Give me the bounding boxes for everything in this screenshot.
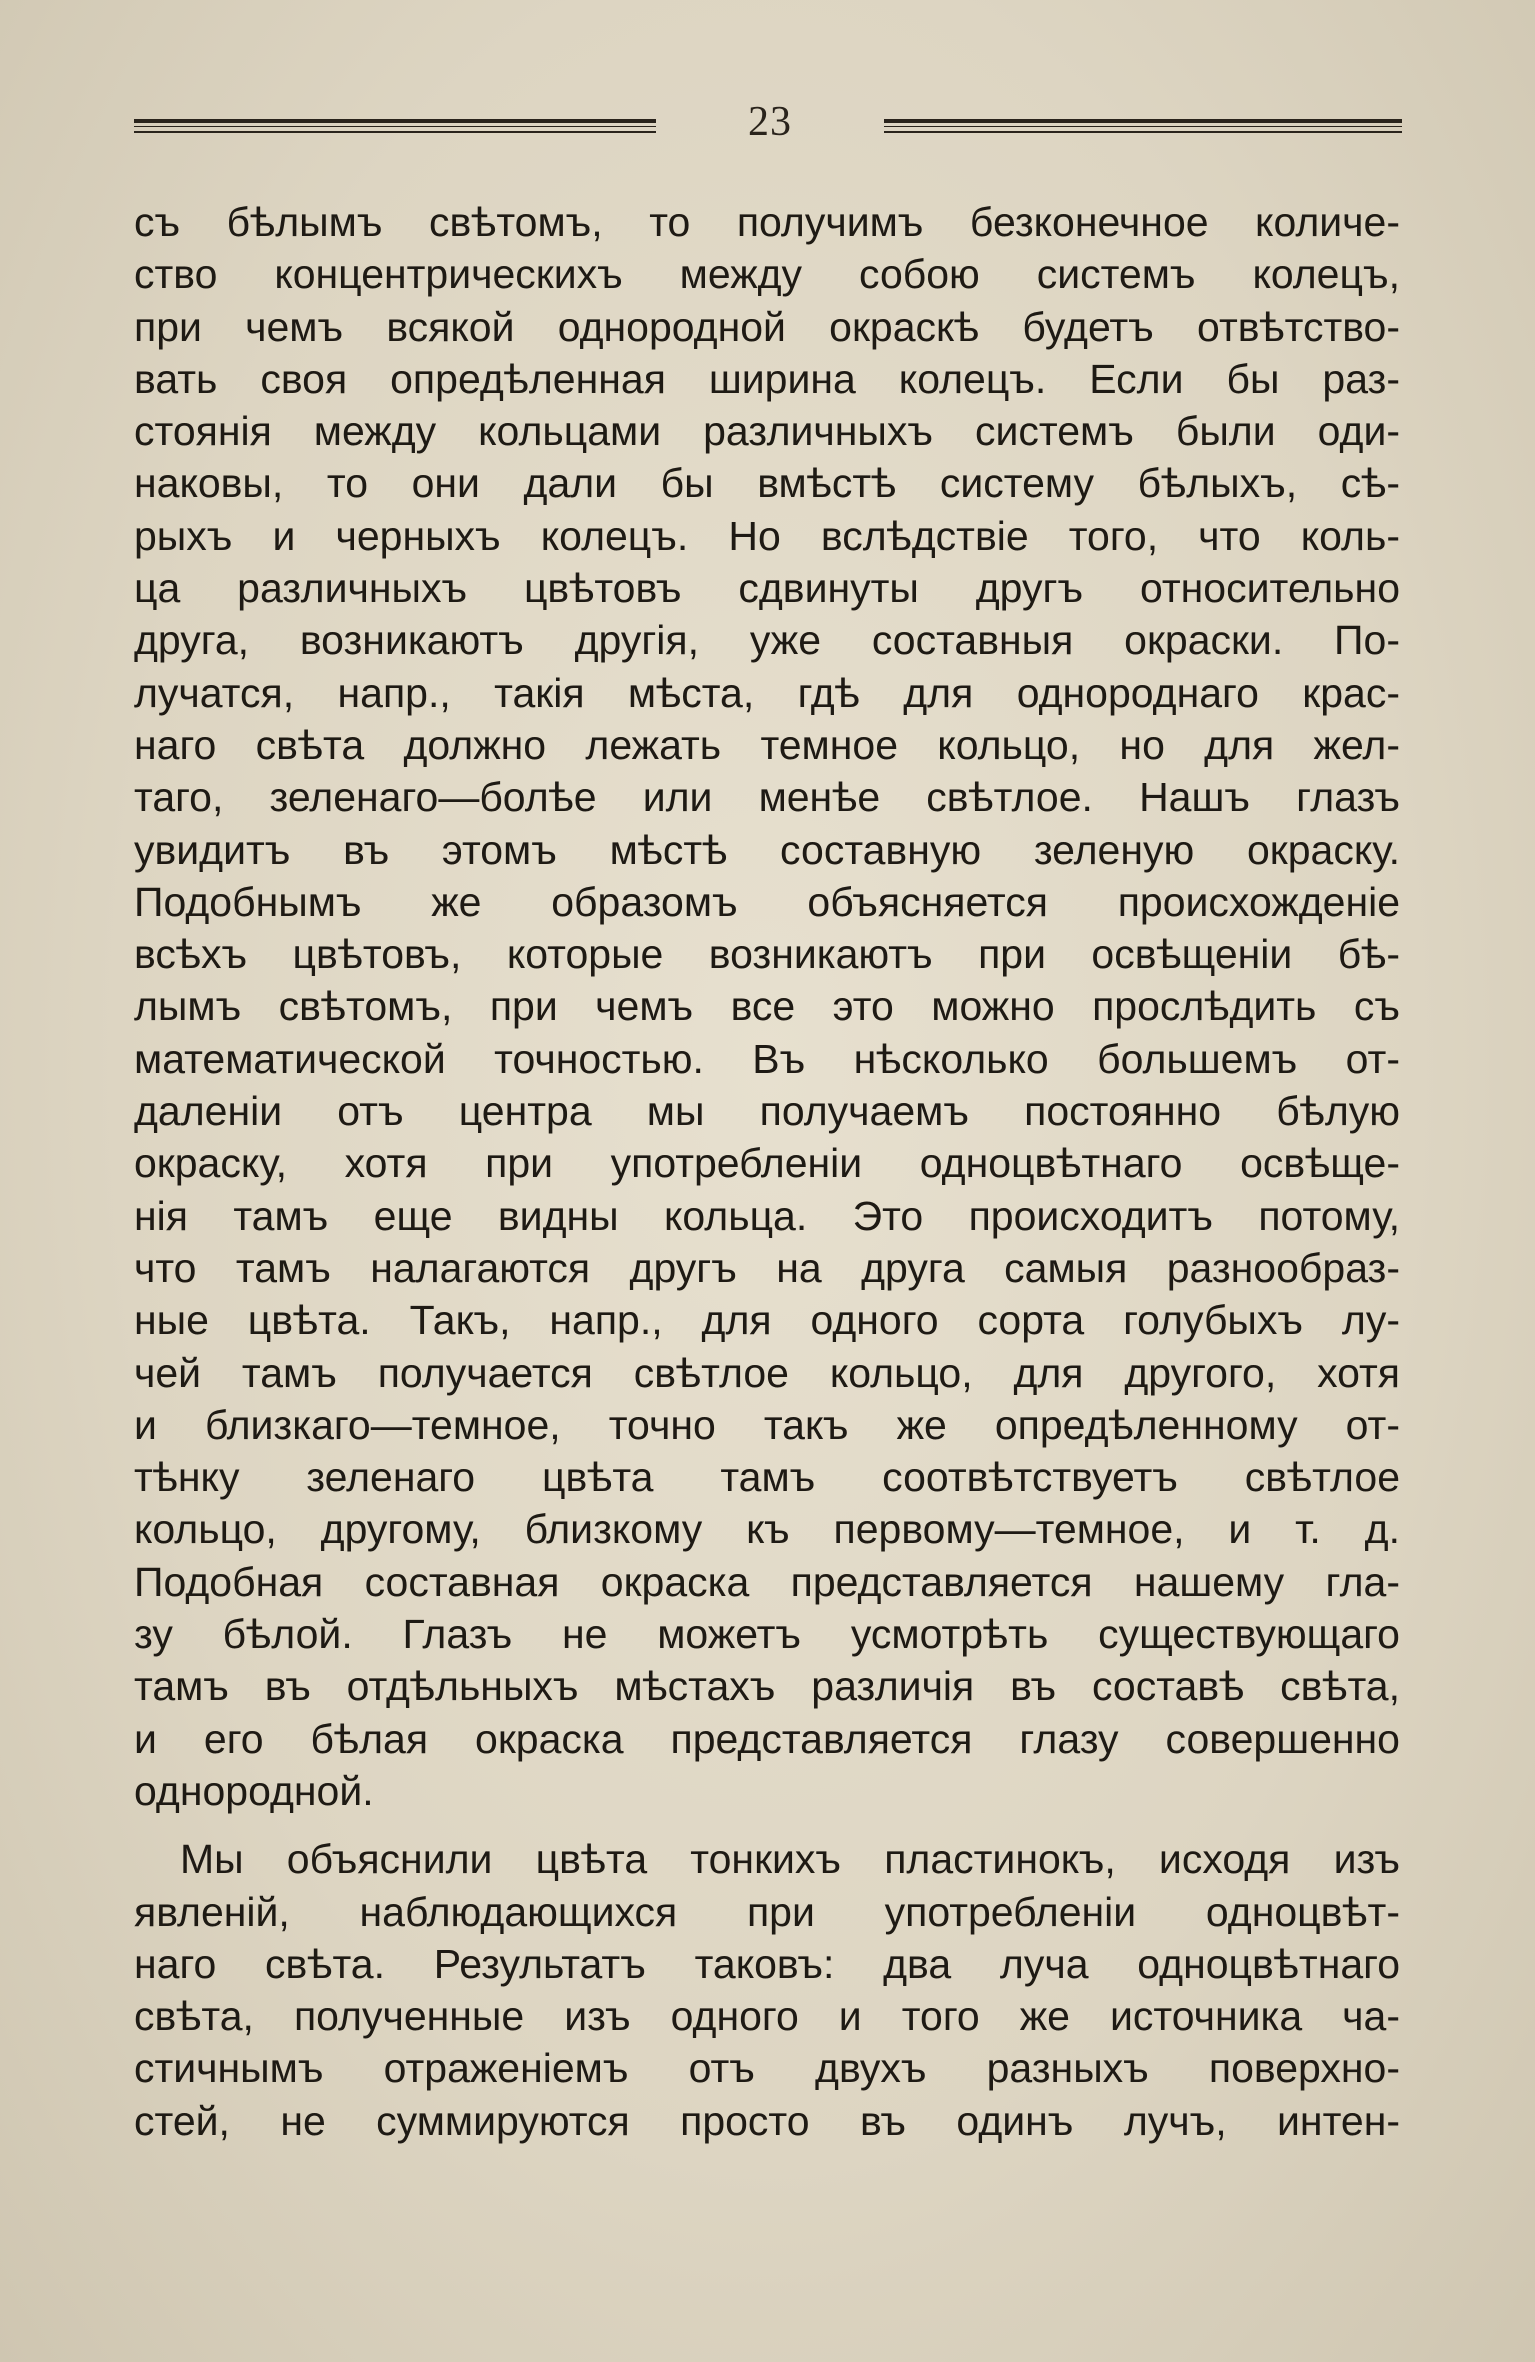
text-line: стей, не суммируются просто въ одинъ лучъ, интен-	[134, 2097, 1400, 2144]
text-line: стоянія между кольцами различныхъ системъ были оди-	[134, 408, 1400, 455]
text-line: зу бѣлой. Глазъ не можетъ усмотрѣть существующаго	[134, 1611, 1400, 1658]
text-line: окраску, хотя при употребленіи одноцвѣтнаго освѣще-	[134, 1140, 1400, 1187]
text-line: чей тамъ получается свѣтлое кольцо, для другого, хотя	[134, 1349, 1400, 1396]
text-line: стичнымъ отраженіемъ отъ двухъ разныхъ поверхно-	[134, 2045, 1400, 2092]
text-line: тамъ въ отдѣльныхъ мѣстахъ различія въ составѣ свѣта,	[134, 1663, 1400, 1710]
text-line: наковы, то они дали бы вмѣстѣ систему бѣлыхъ, сѣ-	[134, 460, 1400, 507]
text-line: даленіи отъ центра мы получаемъ постоянно бѣлую	[134, 1088, 1400, 1135]
text-line: увидитъ въ этомъ мѣстѣ составную зеленую окраску.	[134, 826, 1400, 873]
header-rule-left	[134, 119, 656, 133]
text-line: рыхъ и черныхъ колецъ. Но вслѣдствіе того, что коль-	[134, 512, 1400, 559]
paragraph-gap	[134, 1817, 1400, 1833]
text-line: кольцо, другому, близкому къ первому—темное, и т. д.	[134, 1506, 1400, 1553]
text-line: Подобная составная окраска представляется нашему гла-	[134, 1558, 1400, 1605]
page-number: 23	[748, 99, 792, 145]
text-line: таго, зеленаго—болѣе или менѣе свѣтлое. Нашъ глазъ	[134, 774, 1400, 821]
text-line: Мы объяснили цвѣта тонкихъ пластинокъ, исходя изъ	[180, 1836, 1400, 1883]
text-line: и его бѣлая окраска представляется глазу совершенно	[134, 1715, 1400, 1762]
text-line: ные цвѣта. Такъ, напр., для одного сорта голубыхъ лу-	[134, 1297, 1400, 1344]
text-line: наго свѣта. Результатъ таковъ: два луча одноцвѣтнаго	[134, 1940, 1400, 1987]
text-line: ца различныхъ цвѣтовъ сдвинуты другъ относительно	[134, 565, 1400, 612]
text-line: наго свѣта должно лежать темное кольцо, но для жел-	[134, 721, 1400, 768]
text-line: при чемъ всякой однородной окраскѣ будетъ отвѣтство-	[134, 303, 1400, 350]
text-line: что тамъ налагаются другъ на друга самыя разнообраз-	[134, 1244, 1400, 1291]
text-line: съ бѣлымъ свѣтомъ, то получимъ безконечное количе-	[134, 199, 1400, 245]
text-line: тѣнку зеленаго цвѣта тамъ соотвѣтствуетъ свѣтлое	[134, 1454, 1400, 1501]
text-line: и близкаго—темное, точно такъ же опредѣленному от-	[134, 1401, 1400, 1448]
page-header	[134, 98, 1402, 158]
text-line: лымъ свѣтомъ, при чемъ все это можно прослѣдить съ	[134, 983, 1400, 1030]
paragraph	[134, 196, 1400, 1817]
paragraph	[134, 1833, 1400, 2147]
text-line: друга, возникаютъ другія, уже составныя окраски. По-	[134, 617, 1400, 664]
text-line: всѣхъ цвѣтовъ, которые возникаютъ при освѣщеніи бѣ-	[134, 931, 1400, 978]
text-line: математической точностью. Въ нѣсколько большемъ от-	[134, 1035, 1400, 1082]
text-line: однородной.	[134, 1767, 374, 1814]
text-line: Подобнымъ же образомъ объясняется происхожденіе	[134, 878, 1400, 925]
text-line: явленій, наблюдающихся при употребленіи одноцвѣт-	[134, 1888, 1400, 1935]
header-rule-right	[884, 119, 1402, 133]
body-text	[134, 196, 1400, 2147]
text-line: ство концентрическихъ между собою системъ колецъ,	[134, 251, 1400, 298]
text-line: свѣта, полученные изъ одного и того же источника ча-	[134, 1993, 1400, 2040]
text-line: нія тамъ еще видны кольца. Это происходитъ потому,	[134, 1192, 1400, 1239]
text-line: вать своя опредѣленная ширина колецъ. Если бы раз-	[134, 355, 1400, 402]
text-line: лучатся, напр., такія мѣста, гдѣ для однороднаго крас-	[134, 669, 1400, 716]
